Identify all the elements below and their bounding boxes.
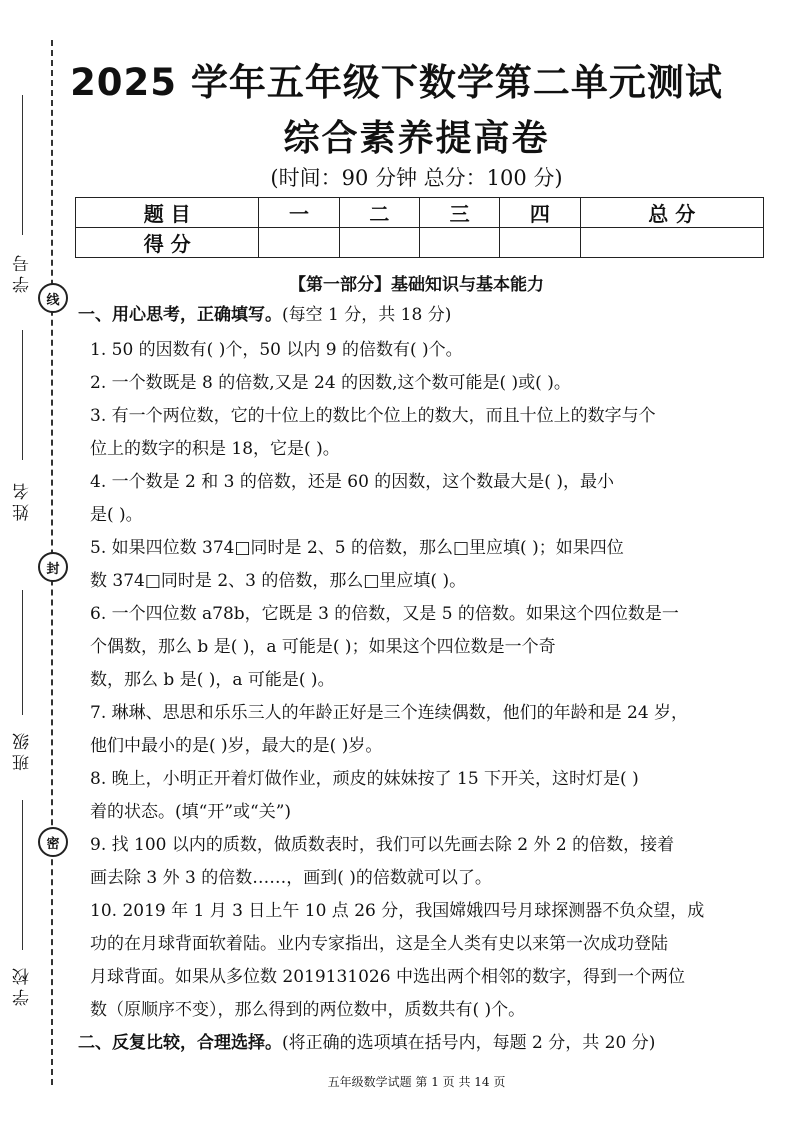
- question-line: 4. 一个数是 2 和 3 的倍数，还是 60 的因数，这个数最大是( )，最小: [90, 472, 614, 492]
- score-cell: [419, 228, 499, 258]
- score-cell: [339, 228, 419, 258]
- question-line: 8. 晚上，小明正开着灯做作业，顽皮的妹妹按了 15 下开关，这时灯是( ): [90, 769, 639, 789]
- section-note: (每空 1 分，共 18 分): [282, 305, 452, 325]
- question-line: 画去除 3 外 3 的倍数……，画到( )的倍数就可以了。: [90, 868, 492, 888]
- question-line: 10. 2019 年 1 月 3 日上午 10 点 26 分，我国嫦娥四号月球探测器不负众望，成: [90, 901, 705, 921]
- question-line: 是( )。: [90, 505, 143, 525]
- name-rule: [22, 330, 23, 460]
- section-title: 二、反复比较，合理选择。: [78, 1033, 282, 1053]
- score-table: [75, 197, 764, 258]
- question-line: 月球背面。如果从多位数 2019131026 中选出两个相邻的数字，得到一个两位: [90, 967, 685, 987]
- question-line: 2. 一个数既是 8 的倍数,又是 24 的因数,这个数可能是( )或( )。: [90, 373, 571, 393]
- part-title: 【第一部分】基础知识与基本能力: [289, 275, 544, 295]
- question-line: 6. 一个四位数 a78b，它既是 3 的倍数，又是 5 的倍数。如果这个四位数是一: [90, 604, 679, 624]
- question-line: 位上的数字的积是 18，它是( )。: [90, 439, 340, 459]
- question-line: 着的状态。(填“开”或“关”): [90, 802, 292, 822]
- score-table-header-row: [76, 198, 764, 228]
- section-note: (将正确的选项填在括号内，每题 2 分，共 20 分): [282, 1033, 656, 1053]
- page-footer: 五年级数学试题 第 1 页 共 14 页: [327, 1075, 506, 1089]
- score-cell: [259, 228, 339, 258]
- exam-title: 2025 学年五年级下数学第二单元测试: [70, 61, 723, 104]
- question-line: 1. 50 的因数有( )个，50 以内 9 的倍数有( )个。: [90, 340, 463, 360]
- score-header-cell: 一: [259, 198, 339, 228]
- class-rule: [22, 590, 23, 715]
- seal-secret: 密: [38, 827, 68, 857]
- school-label: 学校: [13, 964, 33, 1006]
- question-line: 他们中最小的是( )岁，最大的是( )岁。: [90, 736, 383, 756]
- score-header-cell: 四: [500, 198, 580, 228]
- section-heading: [78, 1031, 743, 1055]
- school-rule: [22, 800, 23, 950]
- score-header-cell: 三: [419, 198, 499, 228]
- score-table-score-row: [76, 228, 764, 258]
- score-header-cell: 题 目: [76, 198, 259, 228]
- score-cell: [580, 228, 763, 258]
- exam-meta: (时间：90 分钟 总分：100 分): [270, 166, 563, 190]
- question-line: 数，那么 b 是( )，a 可能是( )。: [90, 670, 335, 690]
- question-line: 个偶数，那么 b 是( )，a 可能是( )；如果这个四位数是一个奇: [90, 637, 556, 657]
- question-line: 功的在月球背面软着陆。业内专家指出，这是全人类有史以来第一次成功登陆: [90, 934, 668, 954]
- section-title: 一、用心思考，正确填写。: [78, 305, 282, 325]
- exam-subtitle: 综合素养提高卷: [283, 118, 550, 159]
- question-line: 3. 有一个两位数，它的十位上的数比个位上的数大，而且十位上的数字与个: [90, 406, 656, 426]
- class-label: 班级: [13, 729, 33, 771]
- score-cell: [500, 228, 580, 258]
- section-heading: [78, 303, 743, 327]
- seal-line: 线: [38, 283, 68, 313]
- question-line: 9. 找 100 以内的质数，做质数表时，我们可以先画去除 2 外 2 的倍数，接着: [90, 835, 675, 855]
- question-line: 7. 琳琳、思思和乐乐三人的年龄正好是三个连续偶数，他们的年龄和是 24 岁，: [90, 703, 689, 723]
- question-line: 数（原顺序不变），那么得到的两位数中，质数共有( )个。: [90, 1000, 526, 1020]
- seal-seal: 封: [38, 552, 68, 582]
- score-header-cell: 二: [339, 198, 419, 228]
- student-no-label: 学号: [13, 251, 33, 293]
- question-line: 5. 如果四位数 374□同时是 2、5 的倍数，那么□里应填( )；如果四位: [90, 538, 624, 558]
- name-label: 姓名: [13, 479, 33, 521]
- score-row-label: 得 分: [76, 228, 259, 258]
- question-line: 数 374□同时是 2、3 的倍数，那么□里应填( )。: [90, 571, 467, 591]
- score-header-cell: 总 分: [580, 198, 763, 228]
